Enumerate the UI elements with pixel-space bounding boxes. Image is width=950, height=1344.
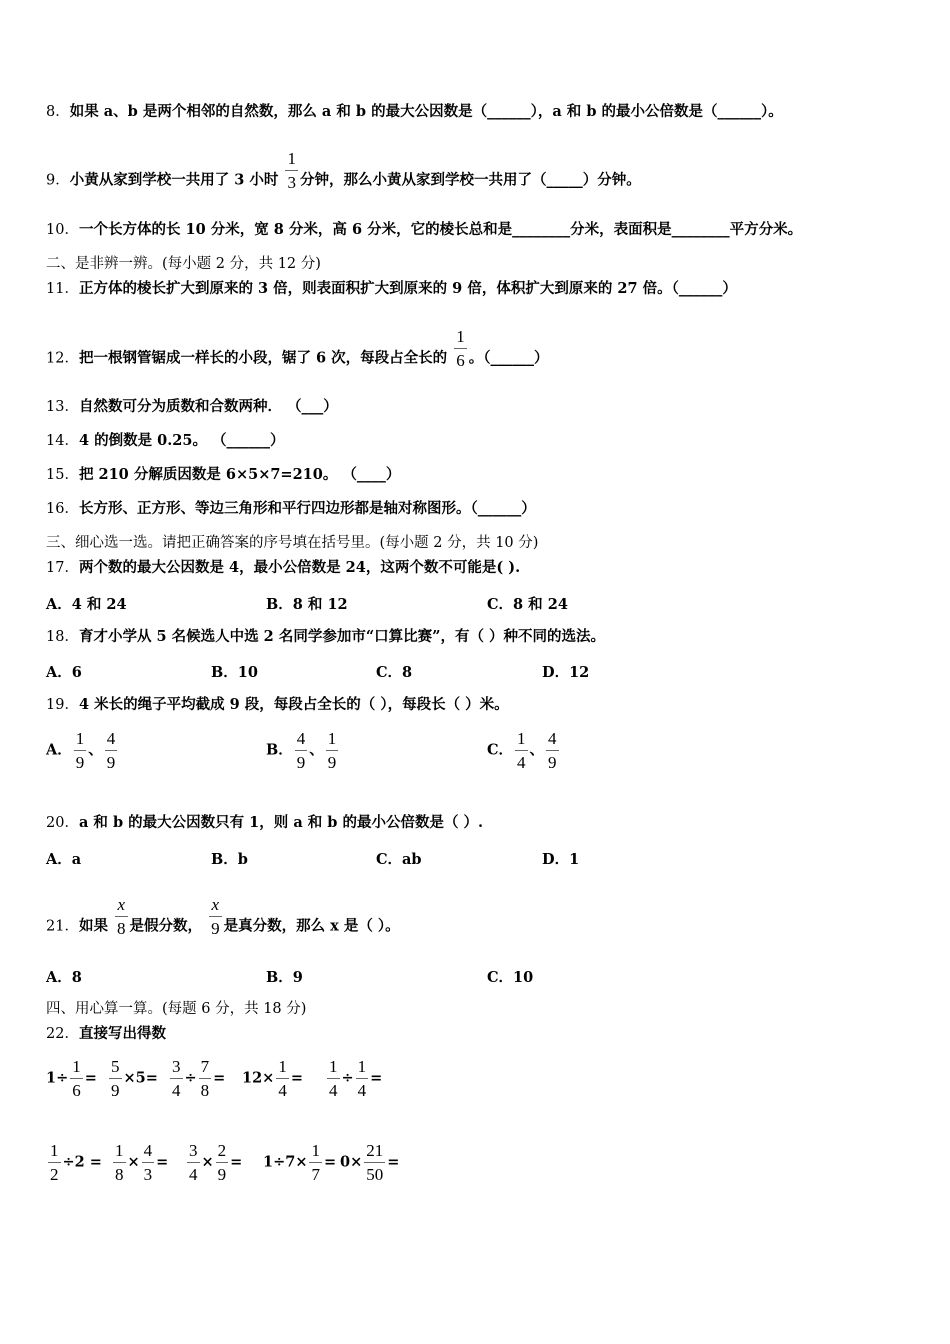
calc-suffix: = (387, 1153, 400, 1171)
option-a (46, 730, 119, 771)
question-21 (46, 895, 400, 947)
numerator: 1 (74, 730, 87, 751)
fraction (515, 730, 528, 771)
denominator: 9 (111, 1081, 120, 1100)
fraction (216, 1142, 229, 1183)
question-text-tail: 是真分数，那么 x 是（ ）。 (223, 917, 400, 935)
question-text: 两个数的最大公因数是 4，最小公倍数是 24，这两个数不可能是( ). (78, 559, 521, 576)
question-number: 22． (46, 1026, 79, 1042)
question-text-mid: 是假分数， (129, 917, 203, 935)
fraction (454, 328, 467, 369)
question-text: 育才小学从 5 名候选人中选 2 名同学参加市“口算比赛”，有（ ）种不同的选法。 (78, 628, 606, 645)
question-17 (46, 558, 520, 578)
calc-item (325, 1058, 382, 1099)
question-number: 11． (46, 281, 79, 297)
denominator: 8 (200, 1081, 210, 1100)
option-a: A．6 (46, 664, 82, 681)
question-number: 14． (46, 433, 79, 449)
denominator: 4 (278, 1081, 287, 1100)
question-number: 17． (46, 560, 79, 576)
calc-item (340, 1142, 399, 1183)
separator: 、 (529, 741, 545, 759)
calc-suffix: ÷2 = (62, 1153, 102, 1171)
calc-item (263, 1142, 336, 1183)
denominator: 4 (329, 1081, 338, 1100)
fraction (326, 730, 339, 771)
calc-suffix: = (323, 1153, 337, 1171)
denominator: 7 (311, 1165, 320, 1184)
separator: 、 (88, 741, 103, 759)
denominator: 9 (296, 753, 306, 772)
fraction (142, 1142, 155, 1183)
numerator: 21 (364, 1142, 385, 1163)
question-text: 4 的倒数是 0.25。 （______） (78, 432, 285, 449)
operator: ÷ (184, 1069, 197, 1087)
denominator: 9 (217, 1165, 227, 1184)
option-b: B．10 (211, 664, 258, 681)
numerator: 1 (309, 1142, 322, 1163)
section-2-heading: 二、是非辨一辨。(每小题 2 分，共 12 分) (46, 256, 321, 272)
numerator: 3 (187, 1142, 200, 1163)
operator: × (127, 1153, 140, 1171)
fraction (364, 1142, 385, 1183)
denominator: 9 (211, 919, 220, 938)
numerator: 4 (546, 730, 559, 751)
option-b: B．b (211, 851, 248, 868)
denominator: 9 (75, 753, 85, 772)
numerator: 4 (142, 1142, 155, 1163)
option-c (487, 730, 561, 771)
numerator: 5 (109, 1058, 122, 1079)
question-13 (46, 397, 338, 417)
calc-item (107, 1058, 158, 1099)
section-3-heading: 三、细心选一选。请把正确答案的序号填在括号里。(每小题 2 分，共 10 分) (46, 535, 539, 551)
denominator: 50 (366, 1165, 384, 1184)
denominator: 9 (548, 753, 557, 772)
question-number: 13． (46, 399, 79, 415)
calc-suffix: = (213, 1069, 226, 1087)
numerator: 1 (515, 730, 528, 751)
calc-prefix: 1÷ (46, 1069, 69, 1087)
calc-suffix: = (290, 1069, 303, 1087)
question-number: 12． (46, 350, 79, 367)
numerator: 4 (105, 730, 118, 751)
question-20 (46, 813, 483, 833)
option-a: A．8 (46, 969, 82, 986)
question-text: a 和 b 的最大公因数只有 1，则 a 和 b 的最小公倍数是（ ）. (78, 814, 484, 831)
calc-suffix: = (370, 1069, 383, 1087)
question-text: 直接写出得数 (78, 1025, 166, 1042)
question-18 (46, 627, 605, 647)
question-number: 19． (46, 697, 79, 713)
question-16 (46, 499, 536, 519)
numerator: 1 (113, 1142, 126, 1163)
question-text: 小黄从家到学校一共用了 3 小时 (69, 171, 279, 189)
option-c: C．8 和 24 (487, 596, 568, 613)
question-text: 4 米长的绳子平均截成 9 段，每段占全长的（ ），每段长（ ）米。 (78, 696, 509, 713)
option-label: B． (266, 741, 293, 759)
question-text: 一个长方体的长 10 分米，宽 8 分米，高 6 分米，它的棱长总和是________分米，表面积是________平方分米。 (78, 221, 803, 238)
fraction (546, 730, 559, 771)
option-d: D．1 (542, 851, 580, 868)
question-text: 把 210 分解质因数是 6×5×7=210。 （____） (78, 466, 401, 483)
numerator: 1 (454, 328, 467, 349)
question-12 (46, 327, 549, 379)
fraction (199, 1058, 212, 1099)
question-number: 9． (46, 172, 70, 189)
operator: ÷ (341, 1069, 354, 1087)
question-number: 15． (46, 467, 79, 483)
denominator: 9 (106, 753, 116, 772)
fraction (276, 1058, 289, 1099)
fraction (115, 896, 128, 937)
denominator: 6 (72, 1081, 81, 1100)
question-text: 长方形、正方形、等边三角形和平行四边形都是轴对称图形。（______） (78, 500, 536, 517)
question-text: 自然数可分为质数和合数两种． （___） (78, 398, 338, 415)
calc-item (242, 1058, 303, 1099)
question-text-tail: 分钟，那么小黄从家到学校一共用了（_____）分钟。 (299, 171, 641, 189)
calc-suffix: = (84, 1069, 97, 1087)
option-a: A．4 和 24 (46, 596, 127, 613)
fraction (356, 1058, 369, 1099)
question-14 (46, 431, 285, 451)
question-number: 20． (46, 815, 79, 831)
calc-suffix: ×5= (123, 1069, 158, 1087)
numerator: x (209, 896, 222, 917)
denominator: 9 (327, 753, 337, 772)
calc-item (46, 1058, 97, 1099)
question-text: 正方体的棱长扩大到原来的 3 倍，则表面积扩大到原来的 9 倍，体积扩大到原来的 27 倍。（______） (78, 280, 737, 297)
question-text: 如果 a、b 是两个相邻的自然数，那么 a 和 b 的最大公因数是（______），a 和 b 的最小公倍数是（______）。 (69, 103, 783, 120)
numerator: 1 (327, 1058, 340, 1079)
question-22 (46, 1024, 166, 1044)
numerator: 7 (199, 1058, 212, 1079)
fraction (74, 730, 87, 771)
question-number: 21． (46, 918, 79, 935)
fraction (113, 1142, 126, 1183)
calc-suffix: = (230, 1153, 243, 1171)
denominator: 2 (50, 1165, 59, 1184)
calc-item (111, 1142, 168, 1183)
question-8 (46, 102, 783, 122)
numerator: 2 (216, 1142, 229, 1163)
calc-item (168, 1058, 225, 1099)
fraction (187, 1142, 200, 1183)
question-11 (46, 279, 737, 299)
option-b (266, 730, 340, 771)
question-number: 8． (46, 104, 70, 120)
section-4-heading: 四、用心算一算。(每题 6 分，共 18 分) (46, 1001, 307, 1017)
question-text: 把一根钢管锯成一样长的小段，锯了 6 次，每段占全长的 (78, 349, 448, 367)
fraction (285, 150, 298, 191)
denominator: 6 (456, 351, 465, 370)
calc-prefix: 1÷7× (263, 1153, 308, 1171)
option-c: C．ab (376, 851, 422, 868)
fraction (170, 1058, 183, 1099)
fraction (105, 730, 118, 771)
option-c: C．8 (376, 664, 413, 681)
denominator: 4 (357, 1081, 367, 1100)
option-b: B．8 和 12 (266, 596, 348, 613)
numerator: 1 (276, 1058, 289, 1079)
denominator: 4 (172, 1081, 181, 1100)
denominator: 3 (143, 1165, 153, 1184)
question-number: 18． (46, 629, 79, 645)
calc-item (185, 1142, 242, 1183)
numerator: 1 (70, 1058, 83, 1079)
numerator: 1 (326, 730, 339, 751)
denominator: 3 (287, 173, 296, 192)
question-text: 如果 (78, 917, 108, 935)
calc-suffix: = (156, 1153, 169, 1171)
denominator: 8 (117, 919, 126, 938)
option-a: A．a (46, 851, 82, 868)
option-label: A． (46, 741, 72, 759)
question-9 (46, 149, 641, 201)
question-15 (46, 465, 400, 485)
denominator: 8 (115, 1165, 124, 1184)
question-19 (46, 695, 509, 715)
option-b: B．9 (266, 969, 303, 986)
numerator: x (115, 896, 128, 917)
numerator: 1 (285, 150, 298, 171)
question-10 (46, 220, 802, 240)
denominator: 4 (189, 1165, 198, 1184)
question-number: 10． (46, 222, 79, 238)
fraction (327, 1058, 340, 1099)
fraction (309, 1142, 322, 1183)
option-label: C． (487, 741, 514, 759)
fraction (70, 1058, 83, 1099)
option-d: D．12 (542, 664, 590, 681)
calc-prefix: 0× (340, 1153, 363, 1171)
fraction (295, 730, 308, 771)
question-text-tail: 。（______） (468, 349, 549, 367)
separator: 、 (309, 741, 324, 759)
numerator: 1 (356, 1058, 369, 1079)
calc-prefix: 12× (242, 1069, 275, 1087)
option-c: C．10 (487, 969, 534, 986)
fraction (209, 896, 222, 937)
numerator: 3 (170, 1058, 183, 1079)
numerator: 1 (48, 1142, 61, 1163)
calc-item (46, 1142, 102, 1183)
fraction (109, 1058, 122, 1099)
operator: × (201, 1153, 214, 1171)
question-number: 16． (46, 501, 79, 517)
numerator: 4 (295, 730, 308, 751)
fraction (48, 1142, 61, 1183)
denominator: 4 (517, 753, 526, 772)
